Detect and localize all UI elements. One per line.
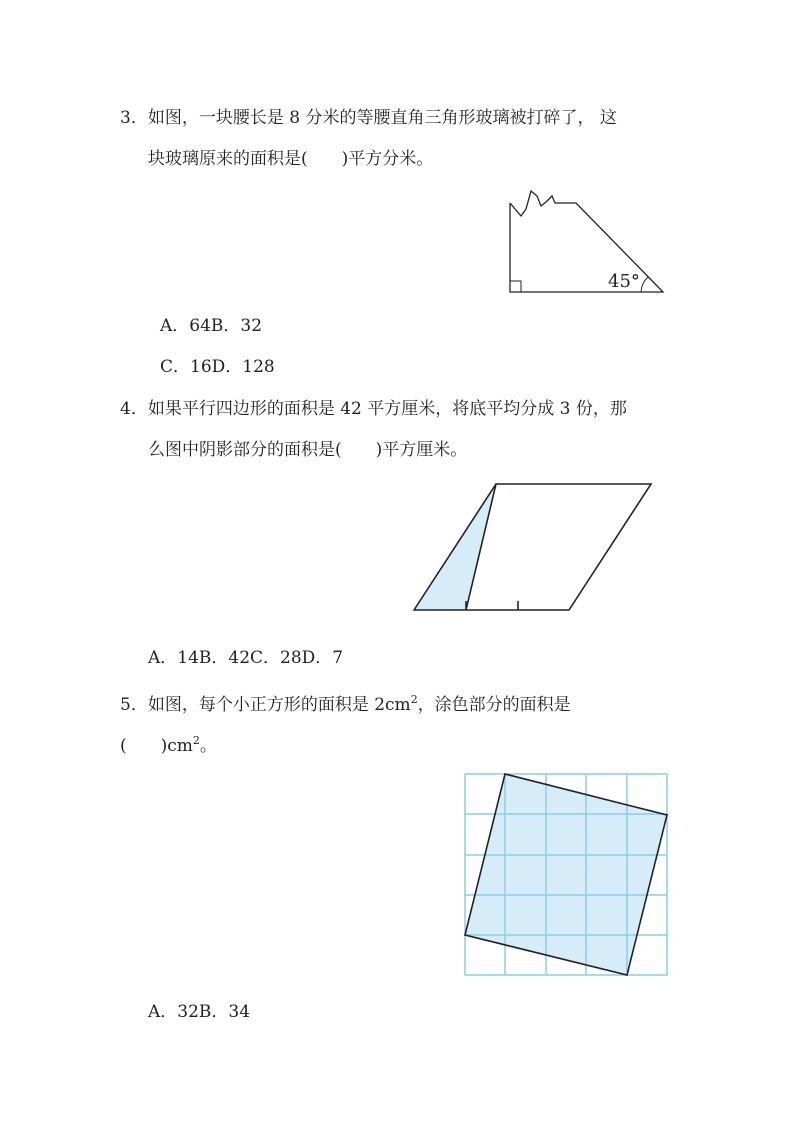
q5-answer-sup: 2 xyxy=(192,734,200,747)
q5-stem-sup: 2 xyxy=(410,693,418,706)
q4-stem-line1: 4．如果平行四边形的面积是 42 平方厘米，将底平均分成 3 份，那 xyxy=(120,399,627,419)
q5-options-row1: A．32B．34 xyxy=(148,1002,251,1022)
q5-stem-line2 xyxy=(120,729,217,758)
q3-stem-line1: 3．如图，一块腰长是 8 分米的等腰直角三角形玻璃被打碎了， 这 xyxy=(120,108,617,128)
q5-stem-tail: ，涂色部分的面积是 xyxy=(417,695,571,715)
q4-divider-line xyxy=(466,484,496,610)
q5-stem-text: 5．如图，每个小正方形的面积是 2cm xyxy=(120,695,411,715)
q5-answer-blank: ( )cm xyxy=(120,736,193,756)
q3-right-angle-mark xyxy=(510,281,521,292)
q3-angle-label: 45° xyxy=(608,271,640,292)
q5-answer-tail: 。 xyxy=(199,736,217,756)
q4-stem-line2: 么图中阴影部分的面积是( )平方厘米。 xyxy=(148,440,468,460)
q3-stem-line2: 块玻璃原来的面积是( )平方分米。 xyxy=(148,149,434,169)
q3-options-row1: A．64B．32 xyxy=(160,316,263,336)
q4-options-row1: A．14B．42C．28D．7 xyxy=(148,648,344,668)
q4-shaded-triangle xyxy=(414,484,496,610)
q4-parallelogram xyxy=(414,484,651,610)
q5-shaded-square xyxy=(465,774,667,975)
q3-angle-arc xyxy=(641,277,648,292)
q3-options-row2: C．16D．128 xyxy=(160,357,275,377)
q5-square-outline xyxy=(465,774,667,975)
q5-stem-line1 xyxy=(120,688,571,717)
q5-grid xyxy=(465,774,667,975)
q3-broken-triangle xyxy=(510,191,663,292)
